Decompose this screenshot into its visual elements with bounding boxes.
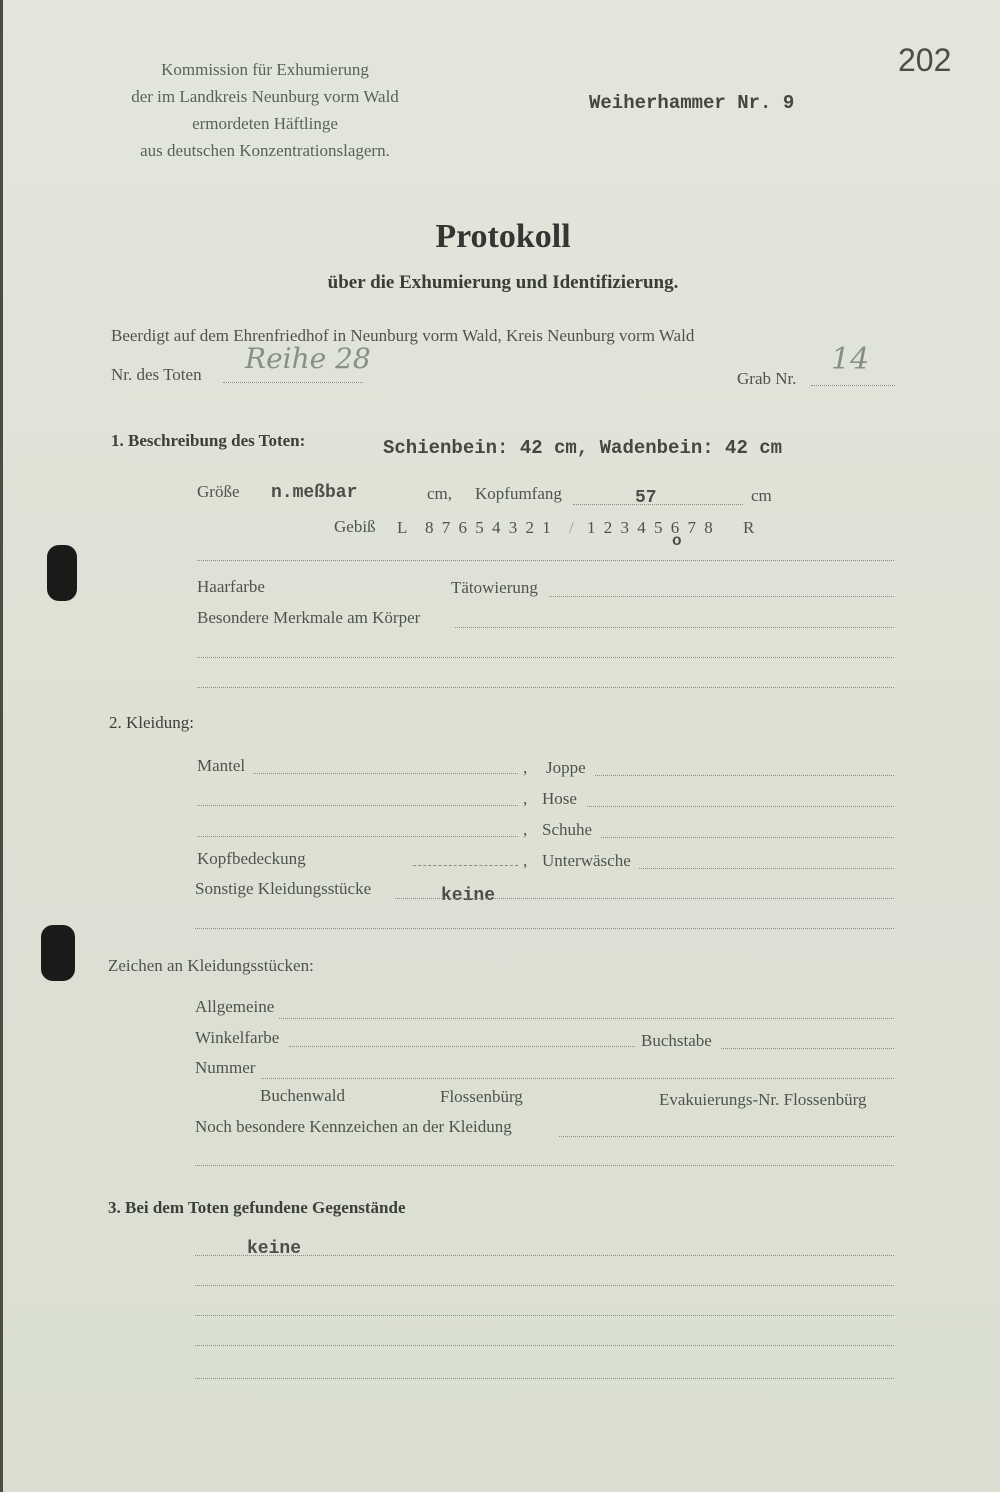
clothing-signs-title: Zeichen an Kleidungsstücken: xyxy=(108,956,314,975)
body-marks-line-1 xyxy=(455,627,894,628)
teeth-left-letter: L xyxy=(397,518,408,537)
angle-color-line xyxy=(289,1046,635,1047)
teeth-label: Gebiß xyxy=(334,517,376,536)
headwear-line xyxy=(413,865,518,866)
section-3-title-text: 3. Bei dem Toten gefundene Gegenstände xyxy=(108,1198,406,1217)
grave-number-line xyxy=(811,385,895,386)
teeth-extra-line xyxy=(197,560,894,561)
teeth-missing-mark: o xyxy=(672,532,682,550)
letter-line xyxy=(721,1048,894,1049)
other-clothing-line xyxy=(395,898,894,899)
trousers-label: Hose xyxy=(542,789,577,808)
commission-line-4: aus deutschen Konzentrationslagern. xyxy=(140,141,390,160)
found-items-line-2 xyxy=(195,1285,894,1286)
grave-number-value: 14 xyxy=(831,342,870,377)
document-title: Protokoll xyxy=(435,218,571,255)
section-1-title-text: 1. Beschreibung des Toten: xyxy=(111,431,306,450)
body-marks-label: Besondere Merkmale am Körper xyxy=(197,608,421,627)
burial-line: Beerdigt auf dem Ehrenfriedhof in Neunburg vorm Wald, Kreis Neunburg vorm Wald xyxy=(111,326,695,345)
shoes-line xyxy=(601,837,894,838)
section-1-typed-measurements: Schienbein: 42 cm, Wadenbein: 42 cm xyxy=(383,437,783,459)
shoes-label: Schuhe xyxy=(542,820,593,839)
found-items-value: keine xyxy=(247,1239,302,1259)
coat-line-2 xyxy=(197,805,518,806)
head-circumference-label: Kopfumfang xyxy=(475,484,562,503)
commission-line-3: ermordeten Häftlinge xyxy=(192,114,338,133)
special-marks-label: Noch besondere Kennzeichen an der Kleidung xyxy=(195,1117,512,1136)
angle-color-label: Winkelfarbe xyxy=(195,1028,280,1047)
dead-number-label: Nr. des Toten xyxy=(111,365,202,384)
section-1-title xyxy=(111,431,305,451)
commission-line-2: der im Landkreis Neunburg vorm Wald xyxy=(131,87,399,106)
dead-number-line xyxy=(223,382,363,383)
number-label: Nummer xyxy=(195,1058,256,1077)
underwear-line xyxy=(639,868,894,869)
hair-color-label: Haarfarbe xyxy=(197,577,265,596)
document-subtitle: über die Exhumierung und Identifizierung. xyxy=(327,272,679,293)
size-value: n.meßbar xyxy=(271,483,358,503)
head-circumference-unit: cm xyxy=(751,486,772,505)
page-number: 202 xyxy=(898,42,952,78)
comma-4: , xyxy=(523,851,528,870)
comma-2: , xyxy=(523,789,528,808)
head-circumference-value: 57 xyxy=(635,488,657,508)
general-label: Allgemeine xyxy=(195,997,275,1016)
punch-hole-top xyxy=(47,545,77,601)
underwear-label: Unterwäsche xyxy=(542,851,631,870)
number-line xyxy=(261,1078,894,1079)
trousers-line xyxy=(587,806,894,807)
size-label: Größe xyxy=(197,482,240,501)
jacket-label: Joppe xyxy=(546,758,586,777)
teeth-left-numbers: 8 7 6 5 4 3 2 1 xyxy=(425,518,553,537)
jacket-line xyxy=(595,775,894,776)
commission-line-1: Kommission für Exhumierung xyxy=(161,60,369,79)
coat-label: Mantel xyxy=(197,756,246,775)
head-circumference-line xyxy=(573,504,743,505)
evacuation-number-label: Evakuierungs-Nr. Flossenbürg xyxy=(659,1090,867,1109)
teeth-separator: / xyxy=(569,518,574,537)
body-marks-line-3 xyxy=(197,687,894,688)
section-2-title: 2. Kleidung: xyxy=(109,713,194,732)
other-clothing-line-2 xyxy=(195,928,894,929)
coat-line-3 xyxy=(197,836,518,837)
found-items-line-3 xyxy=(195,1315,894,1316)
headwear-label: Kopfbedeckung xyxy=(197,849,306,868)
tattoo-label: Tätowierung xyxy=(451,578,538,597)
special-marks-line-2 xyxy=(195,1165,894,1166)
found-items-line-5 xyxy=(195,1378,894,1379)
found-items-line-1 xyxy=(195,1255,894,1256)
found-items-line-4 xyxy=(195,1345,894,1346)
teeth-right-letter: R xyxy=(743,518,755,537)
teeth-right-numbers: 1 2 3 4 5 6 7 8 xyxy=(587,518,715,537)
general-line xyxy=(279,1018,894,1019)
other-clothing-label: Sonstige Kleidungsstücke xyxy=(195,879,372,898)
special-marks-line xyxy=(559,1136,894,1137)
coat-line xyxy=(253,773,518,774)
flossenbuerg-label: Flossenbürg xyxy=(440,1087,523,1106)
letter-label: Buchstabe xyxy=(641,1031,712,1050)
buchenwald-label: Buchenwald xyxy=(260,1086,345,1105)
grave-number-label: Grab Nr. xyxy=(737,369,797,388)
section-3-title xyxy=(108,1198,406,1218)
comma-3: , xyxy=(523,820,528,839)
dead-number-value: Reihe 28 xyxy=(245,342,371,375)
tattoo-line xyxy=(549,596,894,597)
other-clothing-value: keine xyxy=(441,886,496,906)
place-stamp: Weiherhammer Nr. 9 xyxy=(589,92,795,114)
punch-hole-bottom xyxy=(41,925,75,981)
body-marks-line-2 xyxy=(197,657,894,658)
comma-1: , xyxy=(523,758,528,777)
size-unit: cm, xyxy=(427,484,453,503)
